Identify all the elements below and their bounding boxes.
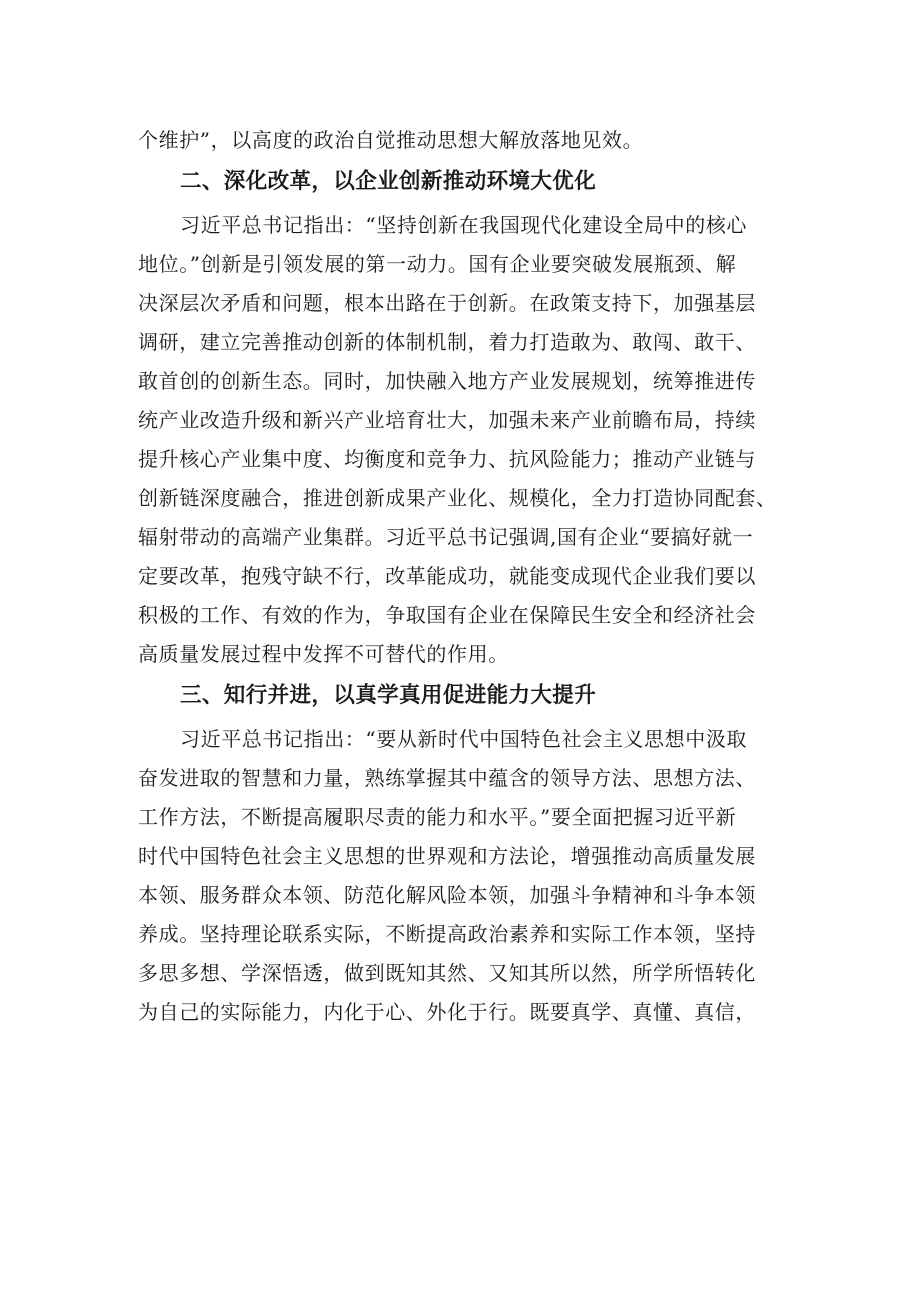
paragraph-line: 定要改革，抱残守缺不行，改革能成功，就能变成现代企业我们要以	[138, 564, 756, 588]
paragraph-line: 习近平总书记指出：“坚持创新在我国现代化建设全局中的核心	[180, 213, 748, 237]
section-heading-3: 三、知行并进，以真学真用促进能力大提升	[180, 683, 597, 708]
paragraph-line: 敢首创的创新生态。同时，加快融入地方产业发展规划，统筹推进传	[138, 369, 756, 393]
paragraph-line: 提升核心产业集中度、均衡度和竞争力、抗风险能力；推动产业链与	[138, 447, 756, 471]
paragraph-line: 决深层次矛盾和问题，根本出路在于创新。在政策支持下，加强基层	[138, 291, 756, 315]
paragraph-line: 时代中国特色社会主义思想的世界观和方法论，增强推动高质量发展	[138, 844, 756, 868]
document-page	[138, 121, 800, 1032]
paragraph-line: 地位。”创新是引领发展的第一动力。国有企业要突破发展瓶颈、解	[138, 252, 737, 276]
paragraph-line: 奋发进取的智慧和力量，熟练掌握其中蕴含的领导方法、思想方法、	[138, 766, 756, 790]
paragraph-line: 工作方法，不断提高履职尽责的能力和水平。”要全面把握习近平新	[138, 805, 737, 829]
paragraph-line: 个维护”，以高度的政治自觉推动思想大解放落地见效。	[138, 128, 644, 152]
paragraph-line: 习近平总书记指出：“要从新时代中国特色社会主义思想中汲取	[180, 727, 748, 751]
paragraph-line: 调研，建立完善推动创新的体制机制，着力打造敢为、敢闯、敢干、	[138, 330, 756, 354]
paragraph-line: 高质量发展过程中发挥不可替代的作用。	[138, 642, 509, 666]
section-heading-2: 二、深化改革，以企业创新推动环境大优化	[180, 169, 597, 194]
paragraph-line: 本领、服务群众本领、防范化解风险本领，加强斗争精神和斗争本领	[138, 883, 756, 907]
paragraph-line: 辐射带动的高端产业集群。习近平总书记强调,国有企业“要搞好就一	[138, 525, 754, 549]
paragraph-line: 养成。坚持理论联系实际，不断提高政治素养和实际工作本领，坚持	[138, 922, 756, 946]
paragraph-line: 多思多想、学深悟透，做到既知其然、又知其所以然，所学所悟转化	[138, 961, 756, 985]
paragraph-line: 统产业改造升级和新兴产业培育壮大，加强未来产业前瞻布局，持续	[138, 408, 756, 432]
paragraph-line: 积极的工作、有效的作为，争取国有企业在保障民生安全和经济社会	[138, 603, 756, 627]
paragraph-line: 为自己的实际能力，内化于心、外化于行。既要真学、真懂、真信，	[138, 1000, 756, 1024]
paragraph-line: 创新链深度融合，推进创新成果产业化、规模化，全力打造协同配套、	[138, 486, 777, 510]
